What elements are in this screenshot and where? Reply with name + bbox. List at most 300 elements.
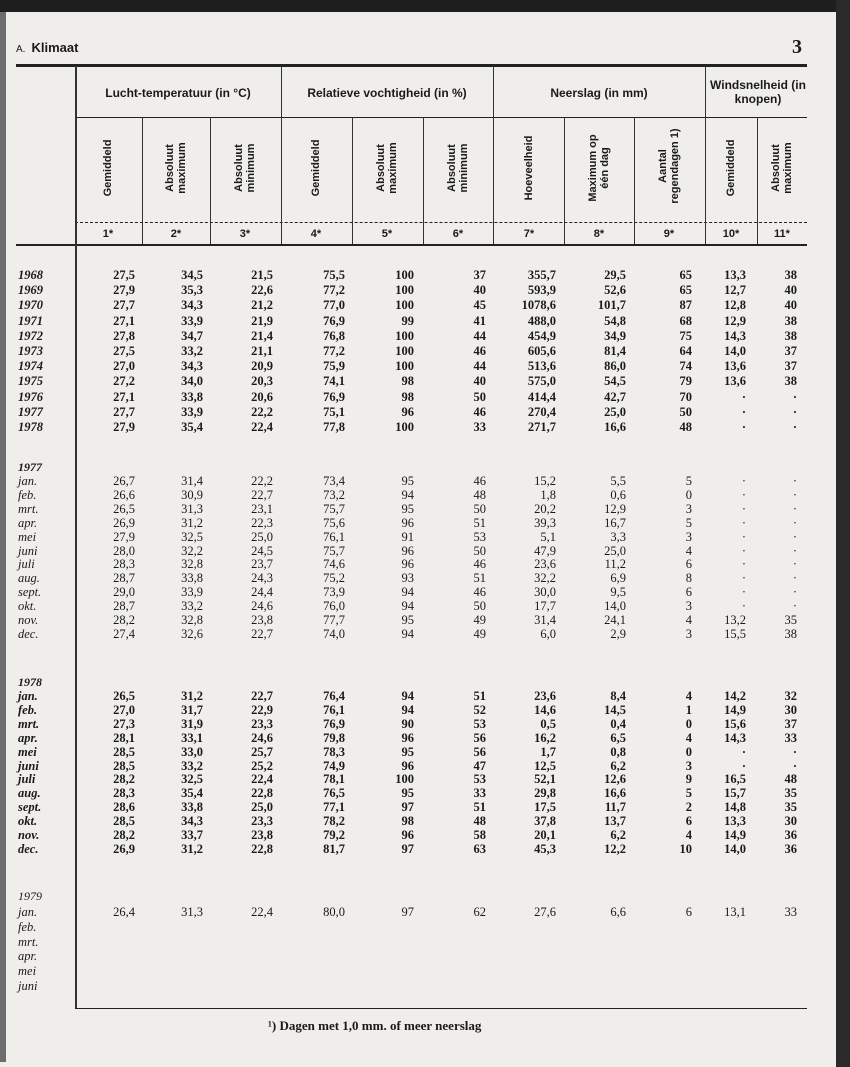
table-cell: 6,2 (610, 758, 626, 773)
table-cell: 33,9 (181, 313, 203, 328)
row-label: aug. (18, 571, 40, 586)
table-row (0, 842, 820, 857)
table-row (0, 599, 820, 614)
table-cell: · (741, 529, 746, 544)
column-number: 2* (170, 228, 182, 240)
table-cell: 28,5 (113, 744, 135, 759)
table-cell: 40 (473, 374, 486, 389)
table-cell: 100 (395, 298, 414, 313)
row-label: jan. (18, 905, 38, 919)
row-label: juni (18, 543, 38, 558)
table-cell: 24,1 (604, 613, 626, 627)
table-cell: 79 (679, 374, 692, 389)
table-cell: 31,2 (181, 515, 203, 530)
col-divider (210, 117, 211, 244)
table-cell: 13,3 (724, 268, 746, 282)
table-cell: 9 (685, 772, 692, 787)
table-cell: 33 (473, 786, 486, 801)
table-cell: 75,1 (323, 404, 345, 419)
table-cell: 64 (679, 344, 692, 358)
table-row (0, 502, 820, 517)
table-cell: 22,7 (251, 487, 273, 502)
table-cell: 94 (401, 487, 414, 502)
table-cell: 33,9 (181, 404, 203, 419)
table-cell: 22,3 (251, 515, 273, 530)
table-cell: 27,0 (113, 359, 135, 374)
table-cell: 75 (679, 328, 692, 343)
table-cell: 28,3 (113, 786, 135, 801)
row-label: mrt. (18, 501, 39, 516)
group-header-humidity: Relatieve vochtigheid (in %) (307, 86, 467, 100)
table-cell: 25,7 (251, 744, 273, 759)
table-cell: 77,0 (323, 298, 345, 313)
table-row (0, 314, 820, 329)
table-cell: 30 (784, 702, 797, 717)
table-cell: 37,8 (534, 814, 556, 829)
table-cell: 12,7 (724, 283, 746, 298)
table-cell: 11,2 (604, 557, 626, 572)
table-cell: 74,1 (323, 374, 345, 389)
table-cell: 13,3 (724, 814, 746, 829)
table-cell: 78,2 (323, 814, 345, 829)
column-number: 5* (381, 228, 393, 240)
row-label: juni (18, 758, 39, 773)
table-cell: 37 (473, 268, 486, 282)
col-divider (142, 117, 143, 244)
table-cell: 6 (685, 905, 692, 919)
table-row (0, 935, 820, 950)
table-cell: 33,2 (181, 758, 203, 773)
column-header: Gemiddeld (725, 139, 737, 197)
column-number: 1* (102, 228, 114, 240)
table-cell: 28,7 (113, 571, 135, 586)
table-cell: 100 (395, 359, 414, 374)
table-cell: 27,5 (113, 344, 135, 358)
table-cell: 79,2 (323, 828, 345, 842)
scan-right-border (836, 0, 850, 1067)
table-cell: 80,0 (323, 905, 345, 919)
table-cell: 9,5 (610, 585, 626, 600)
table-cell: 94 (401, 689, 414, 703)
table-cell: 31,3 (181, 905, 203, 919)
table-cell: 53 (473, 529, 486, 544)
table-cell: 98 (401, 389, 414, 404)
table-cell: 42,7 (604, 389, 626, 404)
table-cell: 97 (401, 905, 414, 919)
group-header-precipitation: Neerslag (in mm) (550, 86, 648, 100)
table-cell: 38 (784, 626, 797, 641)
table-row (0, 759, 820, 774)
table-cell: 22,2 (251, 474, 273, 488)
table-row (0, 516, 820, 531)
table-cell: 2,9 (610, 626, 626, 641)
table-cell: · (741, 487, 746, 502)
table-cell: 97 (401, 800, 414, 815)
table-cell: 76,4 (323, 689, 345, 703)
column-number: 8* (593, 228, 605, 240)
table-cell: 27,6 (534, 905, 556, 919)
table-cell: 1078,6 (521, 298, 556, 313)
table-cell: 24,6 (251, 730, 273, 745)
table-cell: 0,6 (610, 487, 626, 502)
table-cell: 62 (473, 905, 486, 919)
table-cell: · (792, 758, 797, 773)
table-cell: 0 (685, 716, 692, 731)
table-cell: 605,6 (527, 344, 556, 358)
table-cell: 23,8 (251, 613, 273, 627)
table-row (0, 745, 820, 760)
table-cell: 17,7 (534, 599, 556, 614)
column-number: 6* (452, 228, 464, 240)
table-cell: · (792, 515, 797, 530)
table-row (0, 627, 820, 642)
table-row (0, 786, 820, 801)
table-cell: 0 (685, 744, 692, 759)
table-cell: 14,0 (724, 344, 746, 358)
table-cell: · (741, 758, 746, 773)
table-cell: 77,7 (323, 613, 345, 627)
table-cell: 33 (473, 420, 486, 434)
table-cell: 27,1 (113, 389, 135, 404)
table-cell: · (792, 529, 797, 544)
table-cell: 96 (401, 557, 414, 572)
table-cell: 17,5 (534, 800, 556, 815)
table-cell: 26,9 (113, 841, 135, 856)
column-number: 9* (663, 228, 675, 240)
table-cell: 93 (401, 571, 414, 586)
year-label: 1977 (18, 460, 42, 474)
table-cell: 271,7 (527, 420, 556, 434)
table-cell: 54,8 (604, 313, 626, 328)
row-label: 1971 (18, 313, 43, 328)
column-number: 10* (722, 228, 740, 240)
row-label: nov. (18, 828, 40, 842)
table-cell: 34,3 (181, 298, 203, 313)
table-cell: · (792, 420, 797, 434)
row-label: 1970 (18, 298, 43, 313)
table-cell: 40 (473, 283, 486, 298)
row-label: 1978 (18, 420, 43, 434)
table-cell: 3 (685, 758, 692, 773)
table-cell: 74 (679, 359, 692, 374)
table-row (0, 814, 820, 829)
table-row (0, 283, 820, 298)
table-cell: 16,6 (604, 420, 626, 434)
table-cell: 33,9 (181, 585, 203, 600)
table-cell: 63 (473, 841, 486, 856)
row-label: mei (18, 529, 37, 544)
table-cell: 26,4 (113, 905, 135, 919)
table-cell: 96 (401, 543, 414, 558)
row-label: apr. (18, 515, 38, 530)
table-cell: 70 (679, 389, 692, 404)
table-row (0, 488, 820, 503)
table-cell: 37 (784, 359, 797, 374)
table-cell: 27,3 (113, 716, 135, 731)
table-cell: 79,8 (323, 730, 345, 745)
table-cell: 95 (401, 786, 414, 801)
table-cell: 27,2 (113, 374, 135, 389)
table-cell: 75,6 (323, 515, 345, 530)
table-cell: 1,8 (540, 487, 556, 502)
table-cell: 100 (395, 283, 414, 298)
table-cell: 50 (473, 389, 486, 404)
table-cell: · (792, 585, 797, 600)
table-cell: 46 (473, 404, 486, 419)
table-cell: 4 (685, 613, 692, 627)
table-cell: 4 (685, 543, 692, 558)
col-divider (352, 117, 353, 244)
table-cell: 98 (401, 374, 414, 389)
table-row (0, 828, 820, 843)
column-header: Absoluut minimum (233, 143, 257, 193)
table-cell: 101,7 (597, 298, 626, 313)
table-cell: 33,2 (181, 344, 203, 358)
table-cell: 21,9 (251, 313, 273, 328)
table-cell: 14,6 (534, 702, 556, 717)
table-cell: 0 (685, 487, 692, 502)
table-cell: 95 (401, 501, 414, 516)
table-cell: 14,0 (604, 599, 626, 614)
row-label: feb. (18, 487, 37, 502)
table-cell: 15,7 (724, 786, 746, 801)
table-bottom-rule (75, 1008, 807, 1009)
table-cell: 87 (679, 298, 692, 313)
table-cell: 16,5 (724, 772, 746, 787)
table-cell: 23,8 (251, 828, 273, 842)
table-cell: 513,6 (527, 359, 556, 374)
row-label: sept. (18, 585, 42, 600)
table-cell: 100 (395, 772, 414, 787)
table-cell: 27,0 (113, 702, 135, 717)
table-cell: 50 (473, 599, 486, 614)
row-label: aug. (18, 786, 41, 801)
table-cell: 94 (401, 585, 414, 600)
table-cell: 28,2 (113, 772, 135, 787)
table-cell: 95 (401, 474, 414, 488)
table-cell: 91 (401, 529, 414, 544)
table-cell: 35,3 (181, 283, 203, 298)
table-cell: · (741, 744, 746, 759)
group-header-temperature: Lucht-temperatuur (in °C) (105, 86, 251, 100)
column-header: Hoeveelheid (523, 135, 535, 201)
table-cell: 15,6 (724, 716, 746, 731)
table-cell: 12,9 (724, 313, 746, 328)
table-cell: 414,4 (527, 389, 556, 404)
table-cell: 65 (679, 283, 692, 298)
column-header: Absoluut maximum (375, 142, 399, 194)
table-cell: 15,2 (534, 474, 556, 488)
table-cell: 575,0 (527, 374, 556, 389)
table-cell: 31,4 (181, 474, 203, 488)
table-cell: 28,3 (113, 557, 135, 572)
scan-top-border (0, 0, 850, 12)
table-row (0, 772, 820, 787)
table-cell: 20,3 (251, 374, 273, 389)
table-cell: 46 (473, 344, 486, 358)
table-cell: 12,5 (534, 758, 556, 773)
table-cell: 1,7 (540, 744, 556, 759)
table-cell: · (741, 389, 746, 404)
table-cell: 56 (473, 744, 486, 759)
row-label: feb. (18, 919, 37, 934)
table-row (0, 390, 820, 405)
table-row (0, 530, 820, 545)
table-cell: 34,0 (181, 374, 203, 389)
table-cell: 38 (784, 328, 797, 343)
table-row (0, 374, 820, 389)
table-cell: 13,7 (604, 814, 626, 829)
table-cell: 37 (784, 716, 797, 731)
table-cell: 53 (473, 716, 486, 731)
table-cell: 96 (401, 515, 414, 530)
table-cell: 15,5 (724, 626, 746, 641)
table-cell: 52,6 (604, 283, 626, 298)
table-cell: 22,8 (251, 786, 273, 801)
table-cell: 76,9 (323, 389, 345, 404)
divider-precip (705, 66, 706, 244)
table-cell: · (792, 557, 797, 572)
table-cell: 11,7 (604, 800, 626, 815)
table-cell: 75,9 (323, 359, 345, 374)
table-cell: 6,9 (610, 571, 626, 586)
table-cell: 34,3 (181, 814, 203, 829)
table-cell: 16,2 (534, 730, 556, 745)
table-cell: 50 (473, 543, 486, 558)
page-number: 3 (792, 36, 802, 58)
table-cell: 47,9 (534, 543, 556, 558)
table-cell: 76,5 (323, 786, 345, 801)
table-cell: 52 (473, 702, 486, 717)
table-cell: 27,8 (113, 328, 135, 343)
table-cell: 58 (473, 828, 486, 842)
column-number: 3* (239, 228, 251, 240)
table-cell: · (792, 501, 797, 516)
table-cell: 74,0 (323, 626, 345, 641)
table-cell: 39,3 (534, 515, 556, 530)
table-cell: 14,9 (724, 828, 746, 842)
row-label: jan. (18, 689, 38, 703)
table-cell: 8 (685, 571, 692, 586)
table-cell: 3 (685, 599, 692, 614)
table-cell: · (792, 599, 797, 614)
table-cell: 27,9 (113, 283, 135, 298)
table-cell: 99 (401, 313, 414, 328)
table-cell: 68 (679, 313, 692, 328)
table-cell: 86,0 (604, 359, 626, 374)
table-cell: 5 (685, 786, 692, 801)
table-cell: 81,7 (323, 841, 345, 856)
table-cell: 76,8 (323, 328, 345, 343)
table-cell: 96 (401, 404, 414, 419)
table-row (0, 268, 820, 283)
table-cell: 355,7 (527, 268, 556, 282)
table-cell: 0,5 (540, 716, 556, 731)
table-cell: · (741, 501, 746, 516)
table-cell: 44 (473, 359, 486, 374)
table-cell: · (792, 744, 797, 759)
table-cell: 25,0 (251, 800, 273, 815)
table-cell: 35,4 (181, 420, 203, 434)
table-cell: 41 (473, 313, 486, 328)
table-cell: 24,5 (251, 543, 273, 558)
table-cell: 90 (401, 716, 414, 731)
table-cell: 6 (685, 585, 692, 600)
table-cell: 26,9 (113, 515, 135, 530)
table-cell: 49 (473, 626, 486, 641)
row-label: sept. (18, 800, 42, 815)
table-cell: · (741, 557, 746, 572)
row-label: 1969 (18, 283, 43, 298)
table-cell: 54,5 (604, 374, 626, 389)
table-cell: 31,2 (181, 841, 203, 856)
table-cell: 65 (679, 268, 692, 282)
table-cell: 56 (473, 730, 486, 745)
table-cell: 96 (401, 828, 414, 842)
table-cell: 26,6 (113, 487, 135, 502)
table-cell: 25,0 (604, 543, 626, 558)
table-cell: 34,9 (604, 328, 626, 343)
row-label: mrt. (18, 716, 40, 731)
table-cell: 49 (473, 613, 486, 627)
table-cell: 22,4 (251, 420, 273, 434)
table-row (0, 613, 820, 628)
table-cell: · (792, 487, 797, 502)
row-label: juli (18, 557, 35, 572)
table-cell: 22,4 (251, 905, 273, 919)
table-cell: 38 (784, 268, 797, 282)
row-label: juni (18, 979, 38, 993)
table-cell: 36 (784, 841, 797, 856)
table-row (0, 689, 820, 704)
row-label: 1973 (18, 344, 43, 358)
table-cell: 3 (685, 529, 692, 544)
table-cell: 32,5 (181, 772, 203, 787)
table-cell: 2 (685, 800, 692, 815)
table-cell: 48 (473, 814, 486, 829)
row-label: 1972 (18, 328, 43, 343)
table-cell: 100 (395, 344, 414, 358)
table-cell: 45 (473, 298, 486, 313)
year-label: 1979 (18, 889, 42, 903)
table-cell: 95 (401, 613, 414, 627)
table-cell: 270,4 (527, 404, 556, 419)
table-cell: 20,2 (534, 501, 556, 516)
table-cell: 74,6 (323, 557, 345, 572)
table-cell: 4 (685, 689, 692, 703)
table-cell: 14,5 (604, 702, 626, 717)
table-cell: 0,8 (610, 744, 626, 759)
table-cell: 29,8 (534, 786, 556, 801)
table-cell: 40 (784, 298, 797, 313)
table-cell: 29,0 (113, 585, 135, 600)
table-cell: 73,9 (323, 585, 345, 600)
table-cell: 32,8 (181, 613, 203, 627)
table-cell: · (741, 543, 746, 558)
table-cell: 37 (784, 344, 797, 358)
table-cell: 20,6 (251, 389, 273, 404)
table-cell: 3,3 (610, 529, 626, 544)
table-row (0, 949, 820, 964)
table-cell: 48 (784, 772, 797, 787)
table-cell: 21,4 (251, 328, 273, 343)
table-cell: 6,6 (610, 905, 626, 919)
table-cell: 5,1 (540, 529, 556, 544)
table-cell: 81,4 (604, 344, 626, 358)
row-label: apr. (18, 949, 38, 964)
table-row (0, 717, 820, 732)
table-cell: 13,6 (724, 374, 746, 389)
